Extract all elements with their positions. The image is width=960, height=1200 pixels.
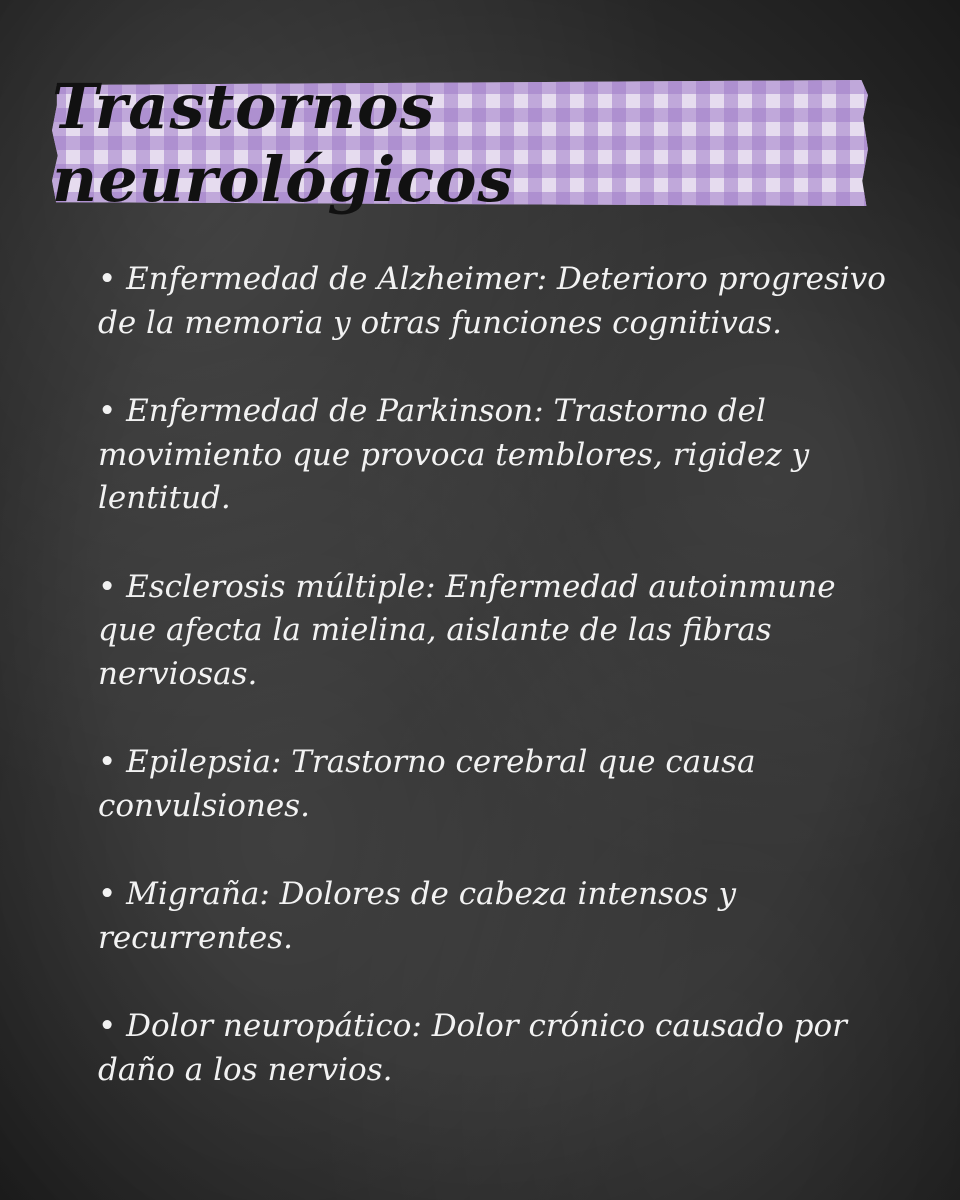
list-item: • Migraña: Dolores de cabeza intensos y recurrentes.	[98, 876, 736, 956]
page-title: Trastornos neurológicos	[52, 70, 514, 216]
list-item: • Esclerosis múltiple: Enfermedad autoinmune que afecta la mielina, aislante de las fibras nerviosas.	[98, 568, 836, 692]
list-item: • Enfermedad de Alzheimer: Deterioro progresivo de la memoria y otras funciones cognitivas.	[98, 261, 886, 341]
disorders-list	[98, 258, 898, 1137]
list-item: • Epilepsia: Trastorno cerebral que causa convulsiones.	[98, 744, 756, 824]
list-item: • Dolor neuropático: Dolor crónico causado por daño a los nervios.	[98, 1008, 847, 1088]
list-item: • Enfermedad de Parkinson: Trastorno del movimiento que provoca temblores, rigidez y lentitud.	[98, 393, 810, 516]
